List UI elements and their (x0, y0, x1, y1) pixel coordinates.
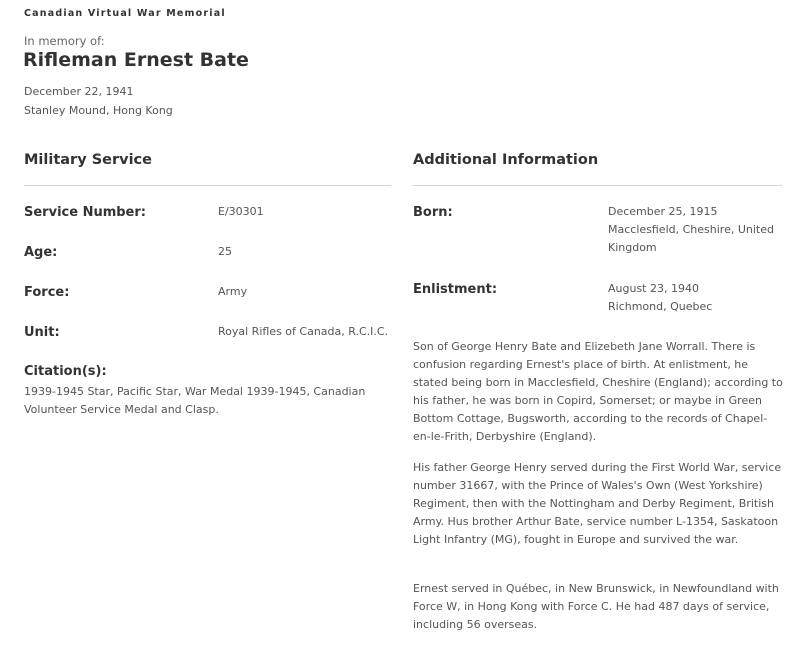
born-label: Born: (413, 205, 453, 220)
born-date: December 25, 1915 (608, 205, 718, 218)
additional-info-divider (413, 185, 782, 186)
citations-label: Citation(s): (24, 364, 107, 379)
age-value: 25 (218, 245, 232, 258)
person-name: Rifleman Ernest Bate (23, 49, 249, 71)
citations-text: 1939-1945 Star, Pacific Star, War Medal 1939-1945, Canadian Volunteer Service Medal and Clasp. (24, 385, 366, 416)
unit-label: Unit: (24, 325, 60, 340)
biography-paragraph: Son of George Henry Bate and Elizebeth Jane Worrall. There is confusion regarding Ernest's place of birth. At enlistment, he stated being born in Macclesfield, Cheshire (England); according to his father, he was born in Copird, Somerset; or maybe in Green Bottom Cottage, Bugsworth, according to the records of Chapel-en-le-Frith, Derbyshire (England). (413, 340, 783, 443)
site-title[interactable]: Canadian Virtual War Memorial (24, 8, 226, 19)
biography-paragraph: Ernest served in Québec, in New Brunswick, in Newfoundland with Force W, in Hong Kong with Force C. He had 487 days of service, including 56 overseas. (413, 582, 779, 631)
unit-value: Royal Rifles of Canada, R.C.I.C. (218, 325, 389, 338)
death-date: December 22, 1941 (24, 85, 134, 98)
enlistment-label: Enlistment: (413, 282, 498, 297)
service-number-label: Service Number: (24, 205, 146, 220)
military-service-divider (24, 185, 391, 186)
enlistment-date: August 23, 1940 (608, 282, 699, 295)
additional-info-heading: Additional Information (413, 152, 599, 168)
born-place: Macclesfield, Cheshire, United Kingdom (608, 223, 774, 254)
born-value (608, 203, 788, 257)
enlistment-place: Richmond, Quebec (608, 300, 713, 313)
military-service-heading: Military Service (24, 152, 152, 168)
memory-label: In memory of: (24, 34, 105, 48)
force-label: Force: (24, 285, 70, 300)
biography-paragraph: His father George Henry served during the First World War, service number 31667, with the Prince of Wales's Own (West Yorkshire) Regiment, then with the Nottingham and Derby Regiment, British Army. Hus brother Arthur Bate, service number L-1354, Saskatoon Light Infantry (MG), fought in Europe and survived the war. (413, 461, 782, 546)
force-value: Army (218, 285, 248, 298)
burial-place: Stanley Mound, Hong Kong (24, 104, 173, 117)
age-label: Age: (24, 245, 58, 260)
service-number-value: E/30301 (218, 205, 264, 218)
enlistment-value (608, 280, 788, 316)
